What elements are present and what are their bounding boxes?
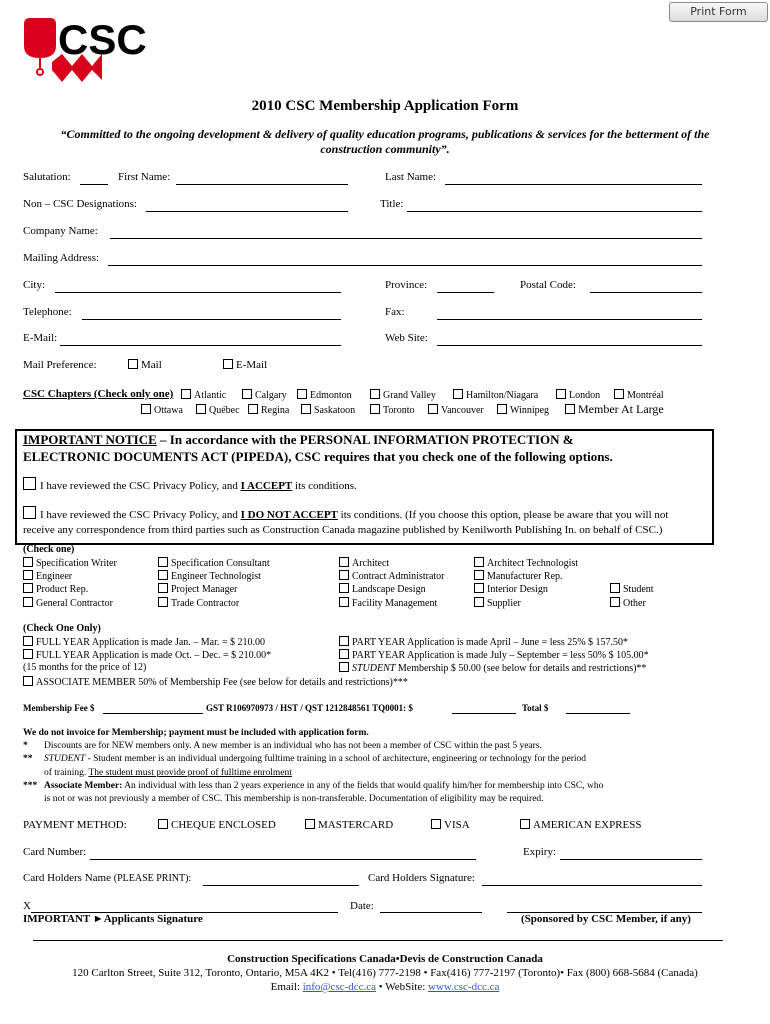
total-field[interactable] bbox=[566, 713, 630, 714]
card-holder-name-field[interactable] bbox=[203, 885, 359, 886]
salutation-label: Salutation: bbox=[23, 171, 71, 183]
checkbox-icon bbox=[128, 359, 138, 369]
page-title: 2010 CSC Membership Application Form bbox=[251, 98, 519, 114]
checkbox-icon bbox=[223, 359, 233, 369]
footer-org: Construction Specifications Canada•Devis de Construction Canada bbox=[227, 953, 543, 965]
gst-label: GST R106970973 / HST / QST 1212848561 TQ0001: $ bbox=[206, 703, 413, 713]
membership-fee-label: Membership Fee $ bbox=[23, 703, 95, 713]
notice-line-2: ELECTRONIC DOCUMENTS ACT (PIPEDA), CSC requires that you check one of the following options. bbox=[23, 449, 613, 464]
invoice-note: We do not invoice for Membership; payment must be included with application form. bbox=[23, 728, 369, 738]
email-checkbox[interactable]: E-Mail bbox=[223, 359, 267, 371]
footer-address: 120 Carlton Street, Suite 312, Toronto, Ontario, M5A 4K2 • Tel(416) 777-2198 • Fax(416) 777-2197 (Toronto)• Fax (800) 668-5684 (Canada) bbox=[72, 967, 698, 979]
note-2b: of training. The student must provide proof of fulltime enrolment bbox=[44, 768, 292, 778]
salutation-field[interactable] bbox=[80, 184, 108, 185]
mailing-field[interactable] bbox=[108, 265, 702, 266]
city-label: City: bbox=[23, 279, 46, 291]
note-3-mark: *** bbox=[23, 781, 38, 791]
print-form-button[interactable]: Print Form bbox=[669, 2, 768, 22]
province-label: Province: bbox=[385, 279, 428, 291]
occ-other[interactable]: Other bbox=[610, 597, 646, 609]
reject-option[interactable]: I have reviewed the CSC Privacy Policy, and I DO NOT ACCEPT its conditions. (If you choose this option, please be aware that you will not bbox=[23, 506, 668, 521]
mail-pref-label: Mail Preference: bbox=[23, 359, 97, 371]
occ-contract-admin[interactable]: Contract Administrator bbox=[339, 570, 445, 582]
chapter-ottawa[interactable]: Ottawa bbox=[141, 404, 183, 416]
chapter-toronto[interactable]: Toronto bbox=[370, 404, 415, 416]
company-field[interactable] bbox=[110, 238, 702, 239]
last-name-label: Last Name: bbox=[385, 171, 437, 183]
note-3b: is not or was not previously a member of CSC. This membership is non-transferable. Documentation of eligibility may be required. bbox=[44, 794, 544, 804]
card-holder-name-label: Card Holders Name (PLEASE PRINT): bbox=[23, 872, 192, 884]
occ-architect[interactable]: Architect bbox=[339, 557, 389, 569]
membership-fee-field[interactable] bbox=[103, 713, 203, 714]
occ-manufacturer-rep[interactable]: Manufacturer Rep. bbox=[474, 570, 563, 582]
company-label: Company Name: bbox=[23, 225, 98, 237]
occ-supplier[interactable]: Supplier bbox=[474, 597, 521, 609]
card-number-field[interactable] bbox=[90, 859, 476, 860]
postal-label: Postal Code: bbox=[520, 279, 576, 291]
checkbox-icon bbox=[23, 506, 36, 519]
payment-method-label: PAYMENT METHOD: bbox=[23, 819, 127, 831]
title-label: Title: bbox=[380, 198, 404, 210]
note-1: Discounts are for NEW members only. A new member is an individual who has not been a member of CSC within the past 5 years. bbox=[44, 741, 542, 751]
chapter-quebec[interactable]: Québec bbox=[196, 404, 240, 416]
occ-architect-technologist[interactable]: Architect Technologist bbox=[474, 557, 578, 569]
occ-engineer[interactable]: Engineer bbox=[23, 570, 72, 582]
fee-part-year-april[interactable]: PART YEAR Application is made April – June = less 25% $ 157.50* bbox=[339, 636, 628, 648]
occ-interior-design[interactable]: Interior Design bbox=[474, 583, 548, 595]
reject-option-note: receive any correspondence from third parties such as Construction Canada magazine published by Kenilworth Publishing In. on behalf of CSC.) bbox=[23, 524, 663, 536]
footer-divider bbox=[33, 940, 723, 941]
fee-full-year-note: (15 months for the price of 12) bbox=[23, 662, 147, 673]
check-one-only-heading: (Check One Only) bbox=[23, 623, 101, 634]
motto-line-2: construction community”. bbox=[320, 142, 450, 156]
csc-logo bbox=[22, 18, 187, 88]
expiry-label: Expiry: bbox=[523, 846, 556, 858]
province-field[interactable] bbox=[437, 292, 494, 293]
email-field[interactable] bbox=[60, 345, 341, 346]
applicant-sig-caption: IMPORTANT ►Applicants Signature bbox=[23, 913, 203, 925]
x-mark: X bbox=[23, 900, 31, 912]
total-label: Total $ bbox=[522, 703, 549, 713]
fax-label: Fax: bbox=[385, 306, 405, 318]
designations-label: Non – CSC Designations: bbox=[23, 198, 137, 210]
chapter-vancouver[interactable]: Vancouver bbox=[428, 404, 484, 416]
fax-field[interactable] bbox=[437, 319, 702, 320]
footer-contact: Email: info@csc-dcc.ca • WebSite: www.csc-dcc.ca bbox=[270, 981, 500, 993]
telephone-label: Telephone: bbox=[23, 306, 72, 318]
chapter-winnipeg[interactable]: Winnipeg bbox=[497, 404, 549, 416]
footer-web-link[interactable]: www.csc-dcc.ca bbox=[428, 981, 500, 993]
fee-full-year-oct[interactable]: FULL YEAR Application is made Oct. – Dec. = $ 210.00* bbox=[23, 649, 271, 661]
note-2: STUDENT - Student member is an individual undergoing fulltime training in a school of architecture, engineering or technology for the period bbox=[44, 754, 587, 764]
card-holder-sig-field[interactable] bbox=[482, 885, 702, 886]
occ-general-contractor[interactable]: General Contractor bbox=[23, 597, 113, 609]
sponsor-caption: (Sponsored by CSC Member, if any) bbox=[521, 913, 691, 925]
date-field[interactable] bbox=[380, 912, 482, 913]
website-label: Web Site: bbox=[385, 332, 428, 344]
chapter-edmonton[interactable]: Edmonton bbox=[297, 389, 352, 401]
occ-engineer-technologist[interactable]: Engineer Technologist bbox=[158, 570, 261, 582]
occ-product-rep[interactable]: Product Rep. bbox=[23, 583, 88, 595]
note-1-mark: * bbox=[23, 741, 28, 751]
note-3: Associate Member: An individual with less than 2 years experience in any of the fields that would qualify him/her for membership into CSC, who bbox=[44, 781, 604, 791]
mail-checkbox[interactable]: Mail bbox=[128, 359, 162, 371]
email-label: E-Mail: bbox=[23, 332, 58, 344]
occ-spec-consultant[interactable]: Specification Consultant bbox=[158, 557, 270, 569]
card-holder-sig-label: Card Holders Signature: bbox=[368, 872, 475, 884]
occ-facility[interactable]: Facility Management bbox=[339, 597, 437, 609]
chapter-member-at-large[interactable]: Member At Large bbox=[565, 402, 664, 417]
pay-visa[interactable]: VISA bbox=[431, 819, 470, 831]
chapter-grand-valley[interactable]: Grand Valley bbox=[370, 389, 436, 401]
telephone-field[interactable] bbox=[82, 319, 341, 320]
chapter-regina[interactable]: Regina bbox=[248, 404, 289, 416]
designations-field[interactable] bbox=[146, 211, 348, 212]
card-number-label: Card Number: bbox=[23, 846, 87, 858]
accept-option[interactable]: I have reviewed the CSC Privacy Policy, and I ACCEPT its conditions. bbox=[23, 477, 357, 492]
chapters-label: CSC Chapters (Check only one) bbox=[23, 388, 174, 400]
check-one-heading: (Check one) bbox=[23, 544, 75, 555]
chapter-saskatoon[interactable]: Saskatoon bbox=[301, 404, 355, 416]
occ-project-manager[interactable]: Project Manager bbox=[158, 583, 237, 595]
pay-cheque[interactable]: CHEQUE ENCLOSED bbox=[158, 819, 276, 831]
expiry-field[interactable] bbox=[560, 859, 702, 860]
occ-trade-contractor[interactable]: Trade Contractor bbox=[158, 597, 239, 609]
city-field[interactable] bbox=[55, 292, 341, 293]
pay-amex[interactable]: AMERICAN EXPRESS bbox=[520, 819, 642, 831]
last-name-field[interactable] bbox=[445, 184, 702, 185]
first-name-label: First Name: bbox=[118, 171, 171, 183]
note-2-mark: ** bbox=[23, 754, 33, 764]
chapter-hamilton[interactable]: Hamilton/Niagara bbox=[453, 389, 538, 401]
mailing-label: Mailing Address: bbox=[23, 252, 100, 264]
fee-associate[interactable]: ASSOCIATE MEMBER 50% of Membership Fee (see below for details and restrictions)*** bbox=[23, 676, 408, 688]
notice-line-1: IMPORTANT NOTICE – In accordance with the PERSONAL INFORMATION PROTECTION & bbox=[23, 432, 574, 447]
occ-student[interactable]: Student bbox=[610, 583, 654, 595]
pay-mastercard[interactable]: MASTERCARD bbox=[305, 819, 393, 831]
fee-part-year-july[interactable]: PART YEAR Application is made July – September = less 50% $ 105.00* bbox=[339, 649, 649, 661]
first-name-field[interactable] bbox=[176, 184, 348, 185]
fee-student[interactable]: STUDENT Membership $ 50.00 (see below for details and restrictions)** bbox=[339, 662, 646, 674]
chapter-atlantic[interactable]: Atlantic bbox=[181, 389, 226, 401]
chapter-montreal[interactable]: Montréal bbox=[614, 389, 664, 401]
website-field[interactable] bbox=[437, 345, 702, 346]
motto-line-1: “Committed to the ongoing development & delivery of quality education programs, publications & services for the betterment of the bbox=[60, 127, 710, 141]
logo-text: CSC bbox=[58, 18, 147, 63]
occ-spec-writer[interactable]: Specification Writer bbox=[23, 557, 117, 569]
chapter-calgary[interactable]: Calgary bbox=[242, 389, 287, 401]
gst-field[interactable] bbox=[452, 713, 516, 714]
checkbox-icon bbox=[23, 477, 36, 490]
date-label: Date: bbox=[350, 900, 374, 912]
footer-email-link[interactable]: info@csc-dcc.ca bbox=[302, 981, 377, 993]
occ-landscape[interactable]: Landscape Design bbox=[339, 583, 426, 595]
chapter-london[interactable]: London bbox=[556, 389, 600, 401]
title-field[interactable] bbox=[407, 211, 702, 212]
fee-full-year-jan[interactable]: FULL YEAR Application is made Jan. – Mar. = $ 210.00 bbox=[23, 636, 265, 648]
postal-field[interactable] bbox=[590, 292, 702, 293]
